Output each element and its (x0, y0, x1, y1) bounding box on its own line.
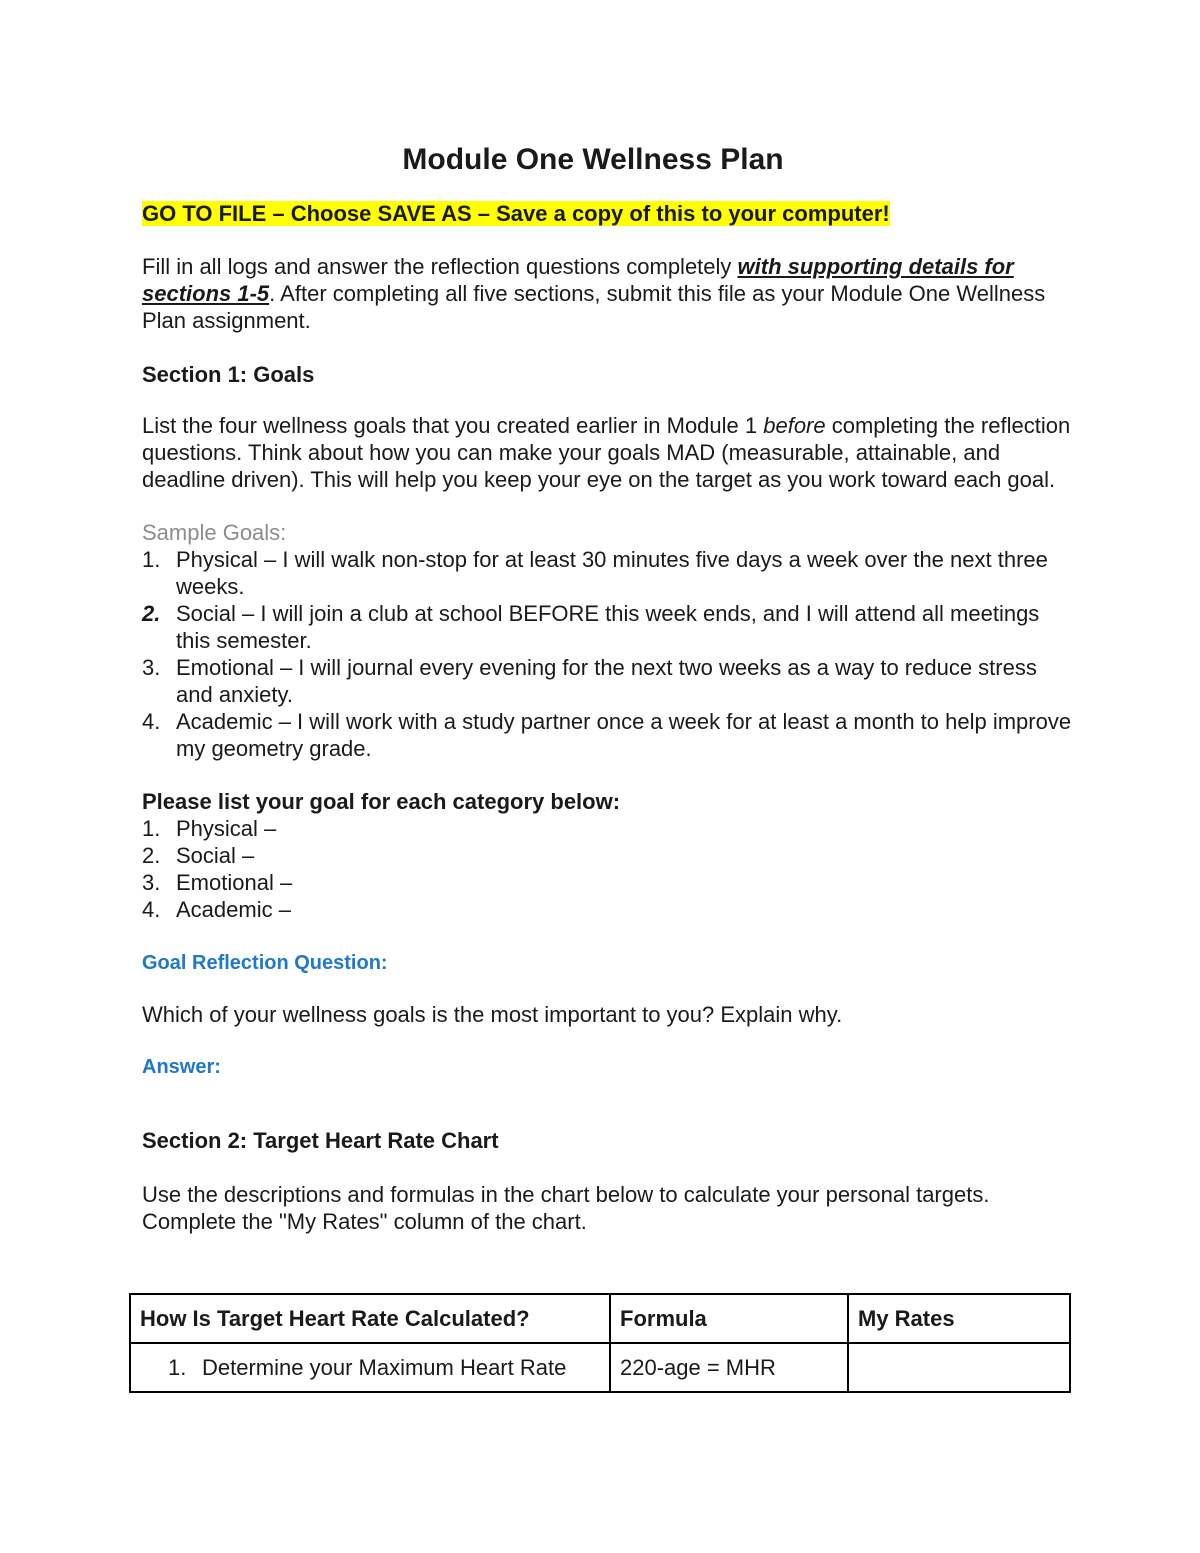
row-number: 1. (168, 1354, 187, 1380)
list-number: 2. (142, 843, 161, 868)
table-header-my-rates: My Rates (848, 1294, 1070, 1343)
intro-before: Fill in all logs and answer the reflection questions completely (142, 254, 738, 279)
list-item (142, 546, 1072, 600)
goal-reflection-label: Goal Reflection Question: (142, 952, 388, 974)
save-notice-text: GO TO FILE – Choose SAVE AS – Save a copy of this to your computer! (142, 201, 890, 226)
table-header-formula: Formula (610, 1294, 848, 1343)
list-item[interactable] (142, 842, 1072, 869)
list-item[interactable] (142, 815, 1072, 842)
save-notice (142, 200, 1072, 227)
list-item (142, 654, 1072, 708)
list-text: Social – I will join a club at school BEFORE this week ends, and I will attend all meetings this semester. (176, 601, 1040, 653)
section1-intro (142, 412, 1072, 493)
list-number: 3. (142, 655, 161, 680)
list-number: 1. (142, 816, 161, 841)
list-text: Social – (176, 843, 255, 868)
answer-label: Answer: (142, 1056, 221, 1078)
list-text: Academic – I will work with a study partner once a week for at least a month to help improve my geometry grade. (176, 709, 1072, 761)
table-row (130, 1343, 1070, 1392)
table-cell-my-rate[interactable] (848, 1343, 1070, 1392)
list-number: 4. (142, 709, 161, 734)
list-text: Physical – (176, 816, 277, 841)
table-header-calculation: How Is Target Heart Rate Calculated? (130, 1294, 610, 1343)
list-item (142, 600, 1072, 654)
sample-goals-list (142, 546, 1072, 762)
list-text: Emotional – (176, 870, 293, 895)
list-number: 4. (142, 897, 161, 922)
table-cell-description (130, 1343, 610, 1392)
sample-goals-label: Sample Goals: (142, 520, 287, 545)
target-heart-rate-table (129, 1293, 1071, 1393)
goal-category-list (142, 815, 1072, 923)
list-text: Emotional – I will journal every evening for the next two weeks as a way to reduce stress and anxiety. (176, 655, 1037, 707)
list-number: 2. (142, 601, 161, 626)
row-description: Determine your Maximum Heart Rate (202, 1354, 567, 1380)
list-text: Academic – (176, 897, 291, 922)
list-item[interactable] (142, 896, 1072, 923)
list-number: 1. (142, 547, 161, 572)
goal-reflection-question: Which of your wellness goals is the most important to you? Explain why. (142, 1002, 843, 1027)
section1-intro-after: completing the reflection questions. Think about how you can make your goals MAD (measurable, attainable, and deadline driven). This will help you keep your eye on the target as you work toward each goal. (142, 413, 1071, 492)
intro-emphasis: with supporting details for sections 1-5 (142, 254, 1014, 306)
table-header-row (130, 1294, 1070, 1343)
intro-after: . After completing all five sections, submit this file as your Module One Wellness Plan assignment. (142, 281, 1046, 333)
page-title: Module One Wellness Plan (402, 143, 784, 176)
document-page (142, 140, 1072, 1262)
list-item[interactable] (142, 869, 1072, 896)
section1-heading: Section 1: Goals (142, 362, 315, 387)
intro-paragraph (142, 253, 1072, 334)
list-number: 3. (142, 870, 161, 895)
section1-intro-before: List the four wellness goals that you created earlier in Module 1 (142, 413, 764, 438)
list-item (142, 708, 1072, 762)
section1-intro-italic: before (763, 413, 826, 438)
section2-instruction: Use the descriptions and formulas in the chart below to calculate your personal targets. Complete the "My Rates" column of the chart. (142, 1182, 990, 1234)
goal-list-heading: Please list your goal for each category below: (142, 789, 621, 814)
table-cell-formula: 220-age = MHR (610, 1343, 848, 1392)
list-text: Physical – I will walk non-stop for at least 30 minutes five days a week over the next three weeks. (176, 547, 1048, 599)
section2-heading: Section 2: Target Heart Rate Chart (142, 1128, 499, 1153)
